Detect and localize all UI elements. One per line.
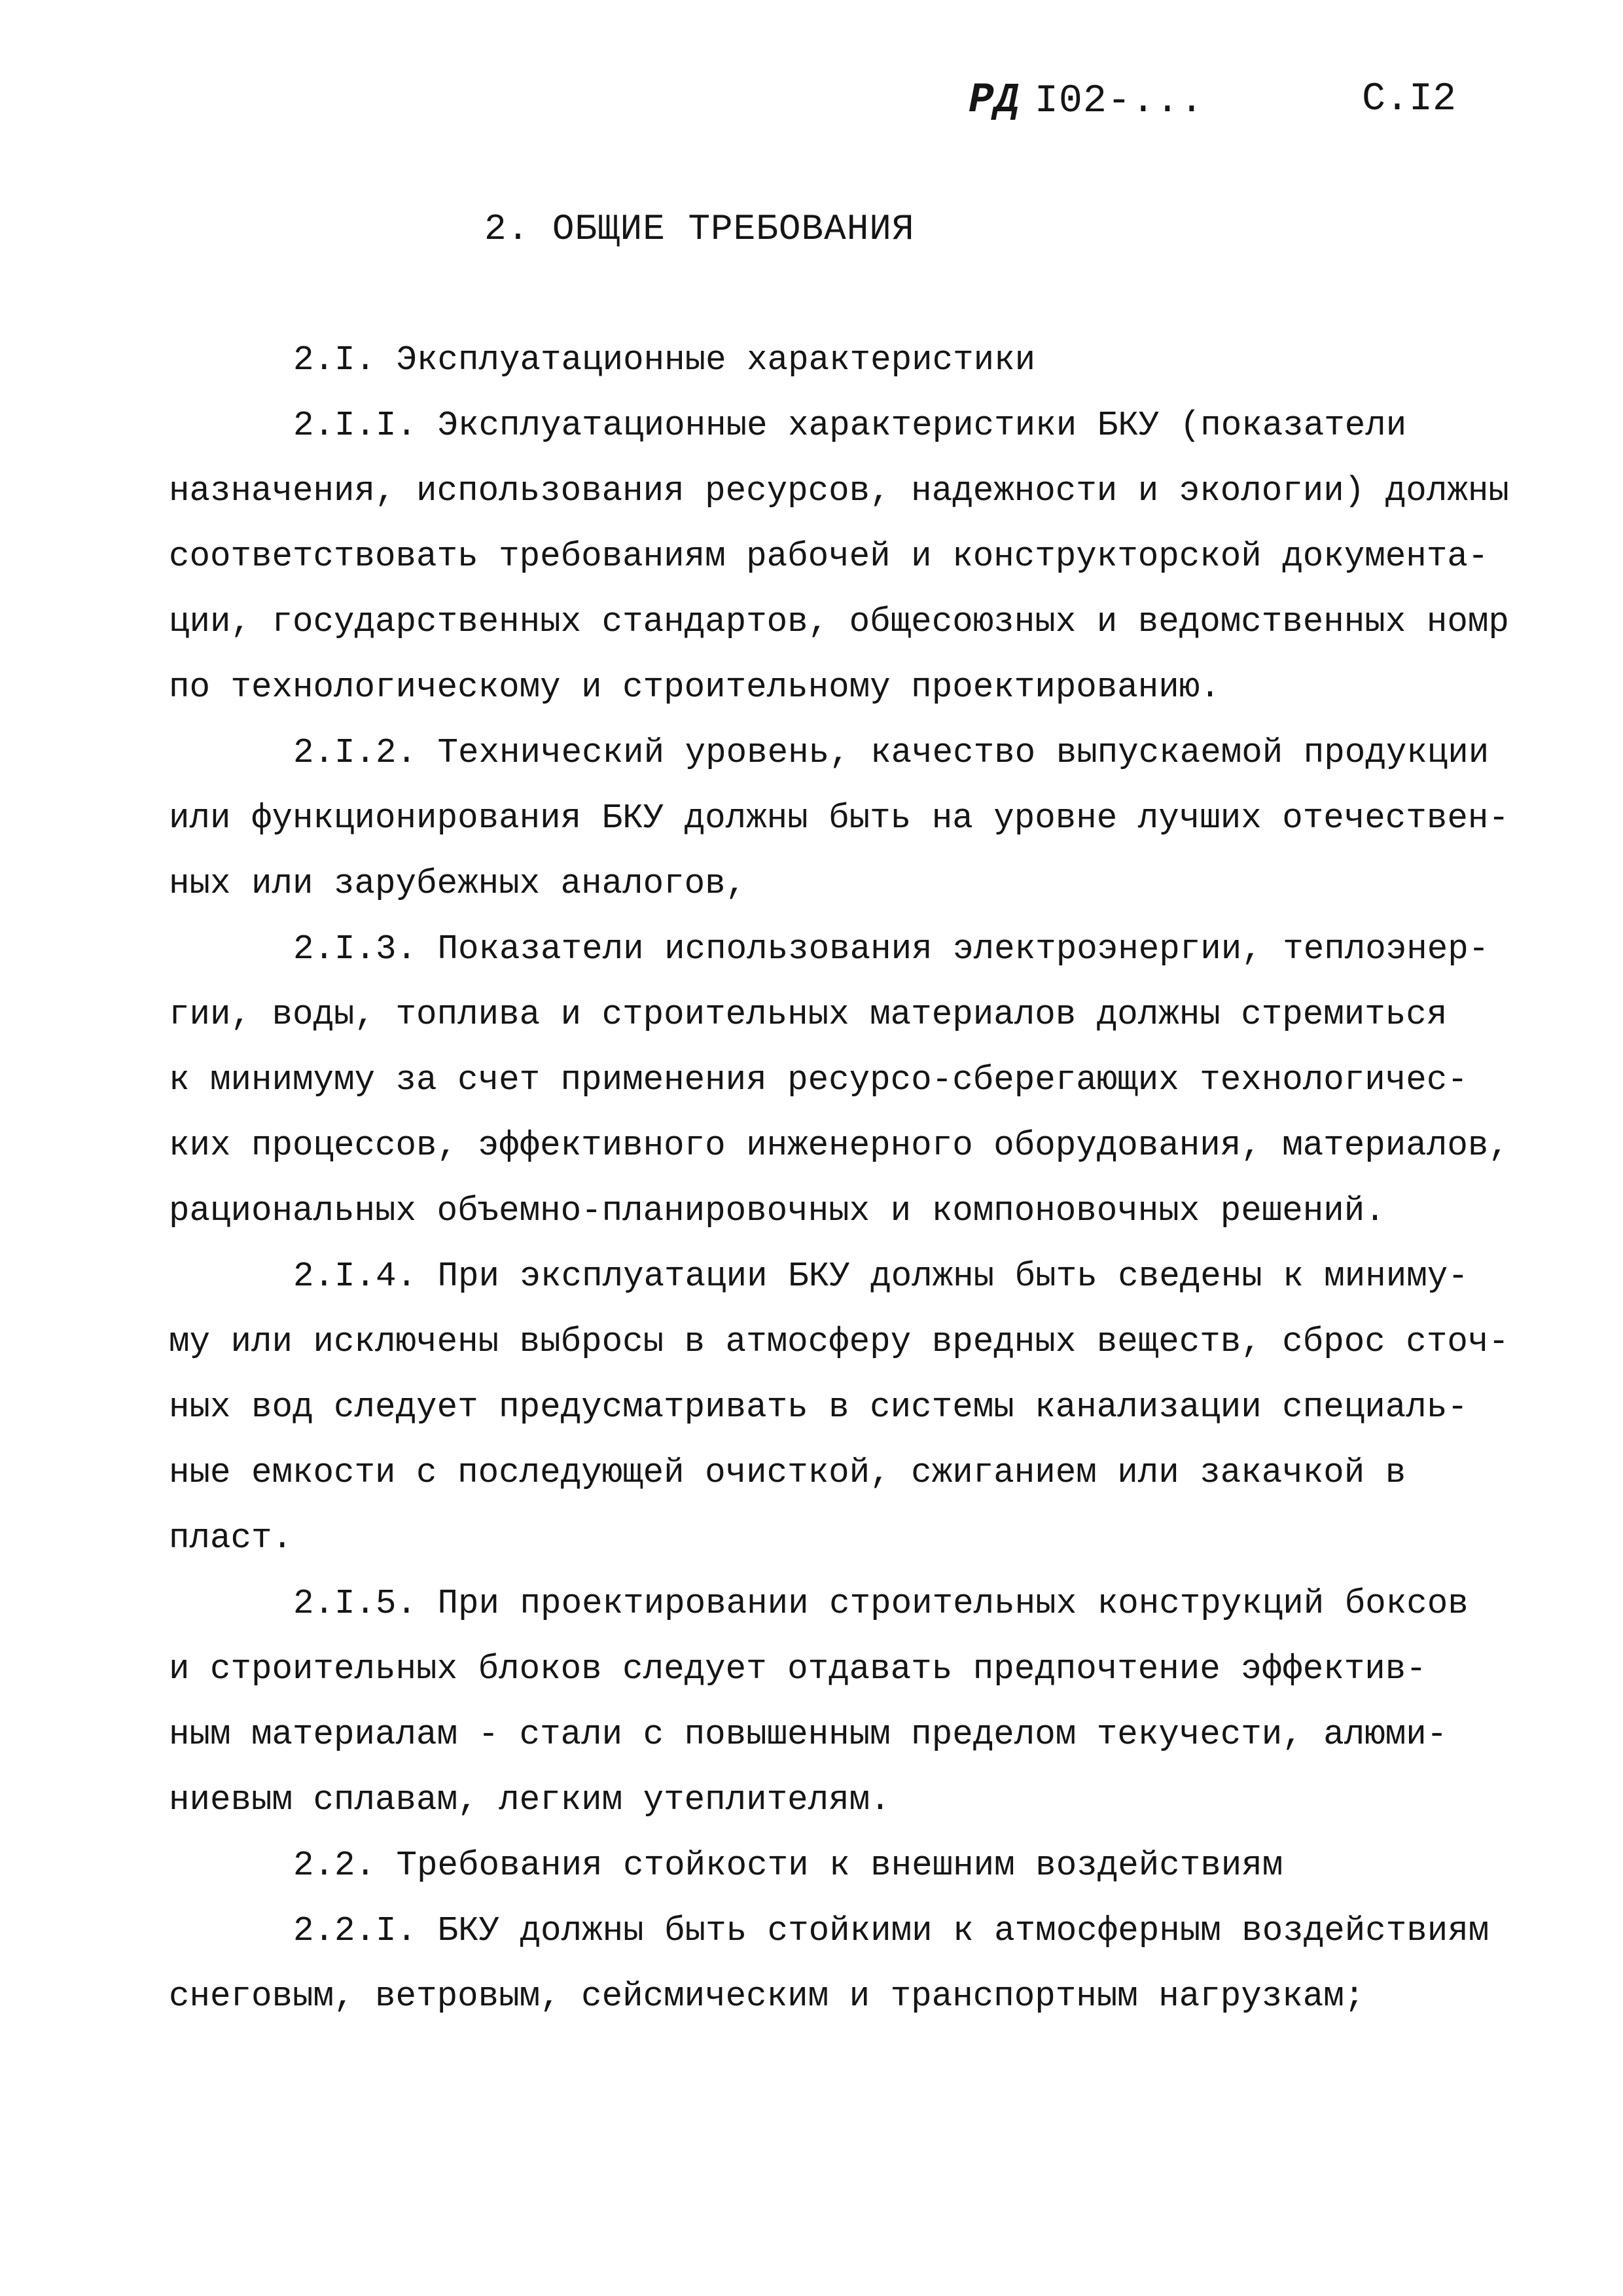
document-body [169,327,1509,2029]
paragraph-line: ции, государственных стандартов, общесоюзных и ведомственных номр [169,602,1509,641]
paragraph-line: 2.I.I. Эксплуатационные характеристики БКУ (показатели [293,406,1407,445]
paragraph-line: ных вод следует предусматривать в системы канализации специаль- [169,1388,1468,1427]
subsection-heading: 2.I. Эксплуатационные характеристики [293,340,1036,380]
paragraph-line: му или исключены выбросы в атмосферу вредных веществ, сброс сточ- [169,1322,1509,1361]
paragraph-line: соответствовать требованиям рабочей и конструкторской документа- [169,537,1489,576]
paragraph-line: 2.2.I. БКУ должны быть стойкими к атмосферным воздействиям [293,1911,1489,1950]
paragraph-line: рациональных объемно-планировочных и компоновочных решений. [169,1191,1385,1230]
page-number: С.I2 [1361,77,1456,122]
paragraph-line: 2.I.3. Показатели использования электроэнергии, теплоэнер- [293,929,1489,969]
paragraph-line: ких процессов, эффективного инженерного оборудования, материалов, [169,1126,1509,1165]
paragraph-line: ниевым сплавам, легким утеплителям. [169,1780,891,1820]
paragraph-line: к минимуму за счет применения ресурсо-сберегающих технологичес- [169,1060,1468,1100]
paragraph-line: ных или зарубежных аналогов, [169,864,747,903]
paragraph-line: 2.I.2. Технический уровень, качество выпускаемой продукции [293,733,1489,772]
document-code-number: I02-... [1034,79,1204,124]
section-title: 2. ОБЩИЕ ТРЕБОВАНИЯ [484,208,915,250]
paragraph-line: 2.I.4. При эксплуатации БКУ должны быть сведены к миниму- [293,1257,1469,1296]
paragraph-line: ным материалам - стали с повышенным пределом текучести, алюми- [169,1715,1448,1754]
paragraph-line: по технологическому и строительному проектированию. [169,668,1221,707]
paragraph-line: или функционирования БКУ должны быть на уровне лучших отечествен- [169,798,1509,838]
paragraph-line: ные емкости с последующей очисткой, сжиганием или закачкой в [169,1453,1406,1492]
paragraph-line: назначения, использования ресурсов, надежности и экологии) должны [169,471,1509,511]
subsection-heading: 2.2. Требования стойкости к внешним воздействиям [293,1846,1283,1885]
paragraph-line: 2.I.5. При проектировании строительных конструкций боксов [293,1584,1469,1623]
document-code [969,77,1204,124]
paragraph-line: пласт. [169,1518,293,1558]
paragraph-line: снеговым, ветровым, сейсмическим и транспортным нагрузкам; [169,1977,1365,2016]
document-code-prefix: РД [969,77,1020,124]
paragraph-line: гии, воды, топлива и строительных материалов должны стремиться [169,995,1448,1034]
paragraph-line: и строительных блоков следует отдавать предпочтение эффектив- [169,1649,1427,1689]
